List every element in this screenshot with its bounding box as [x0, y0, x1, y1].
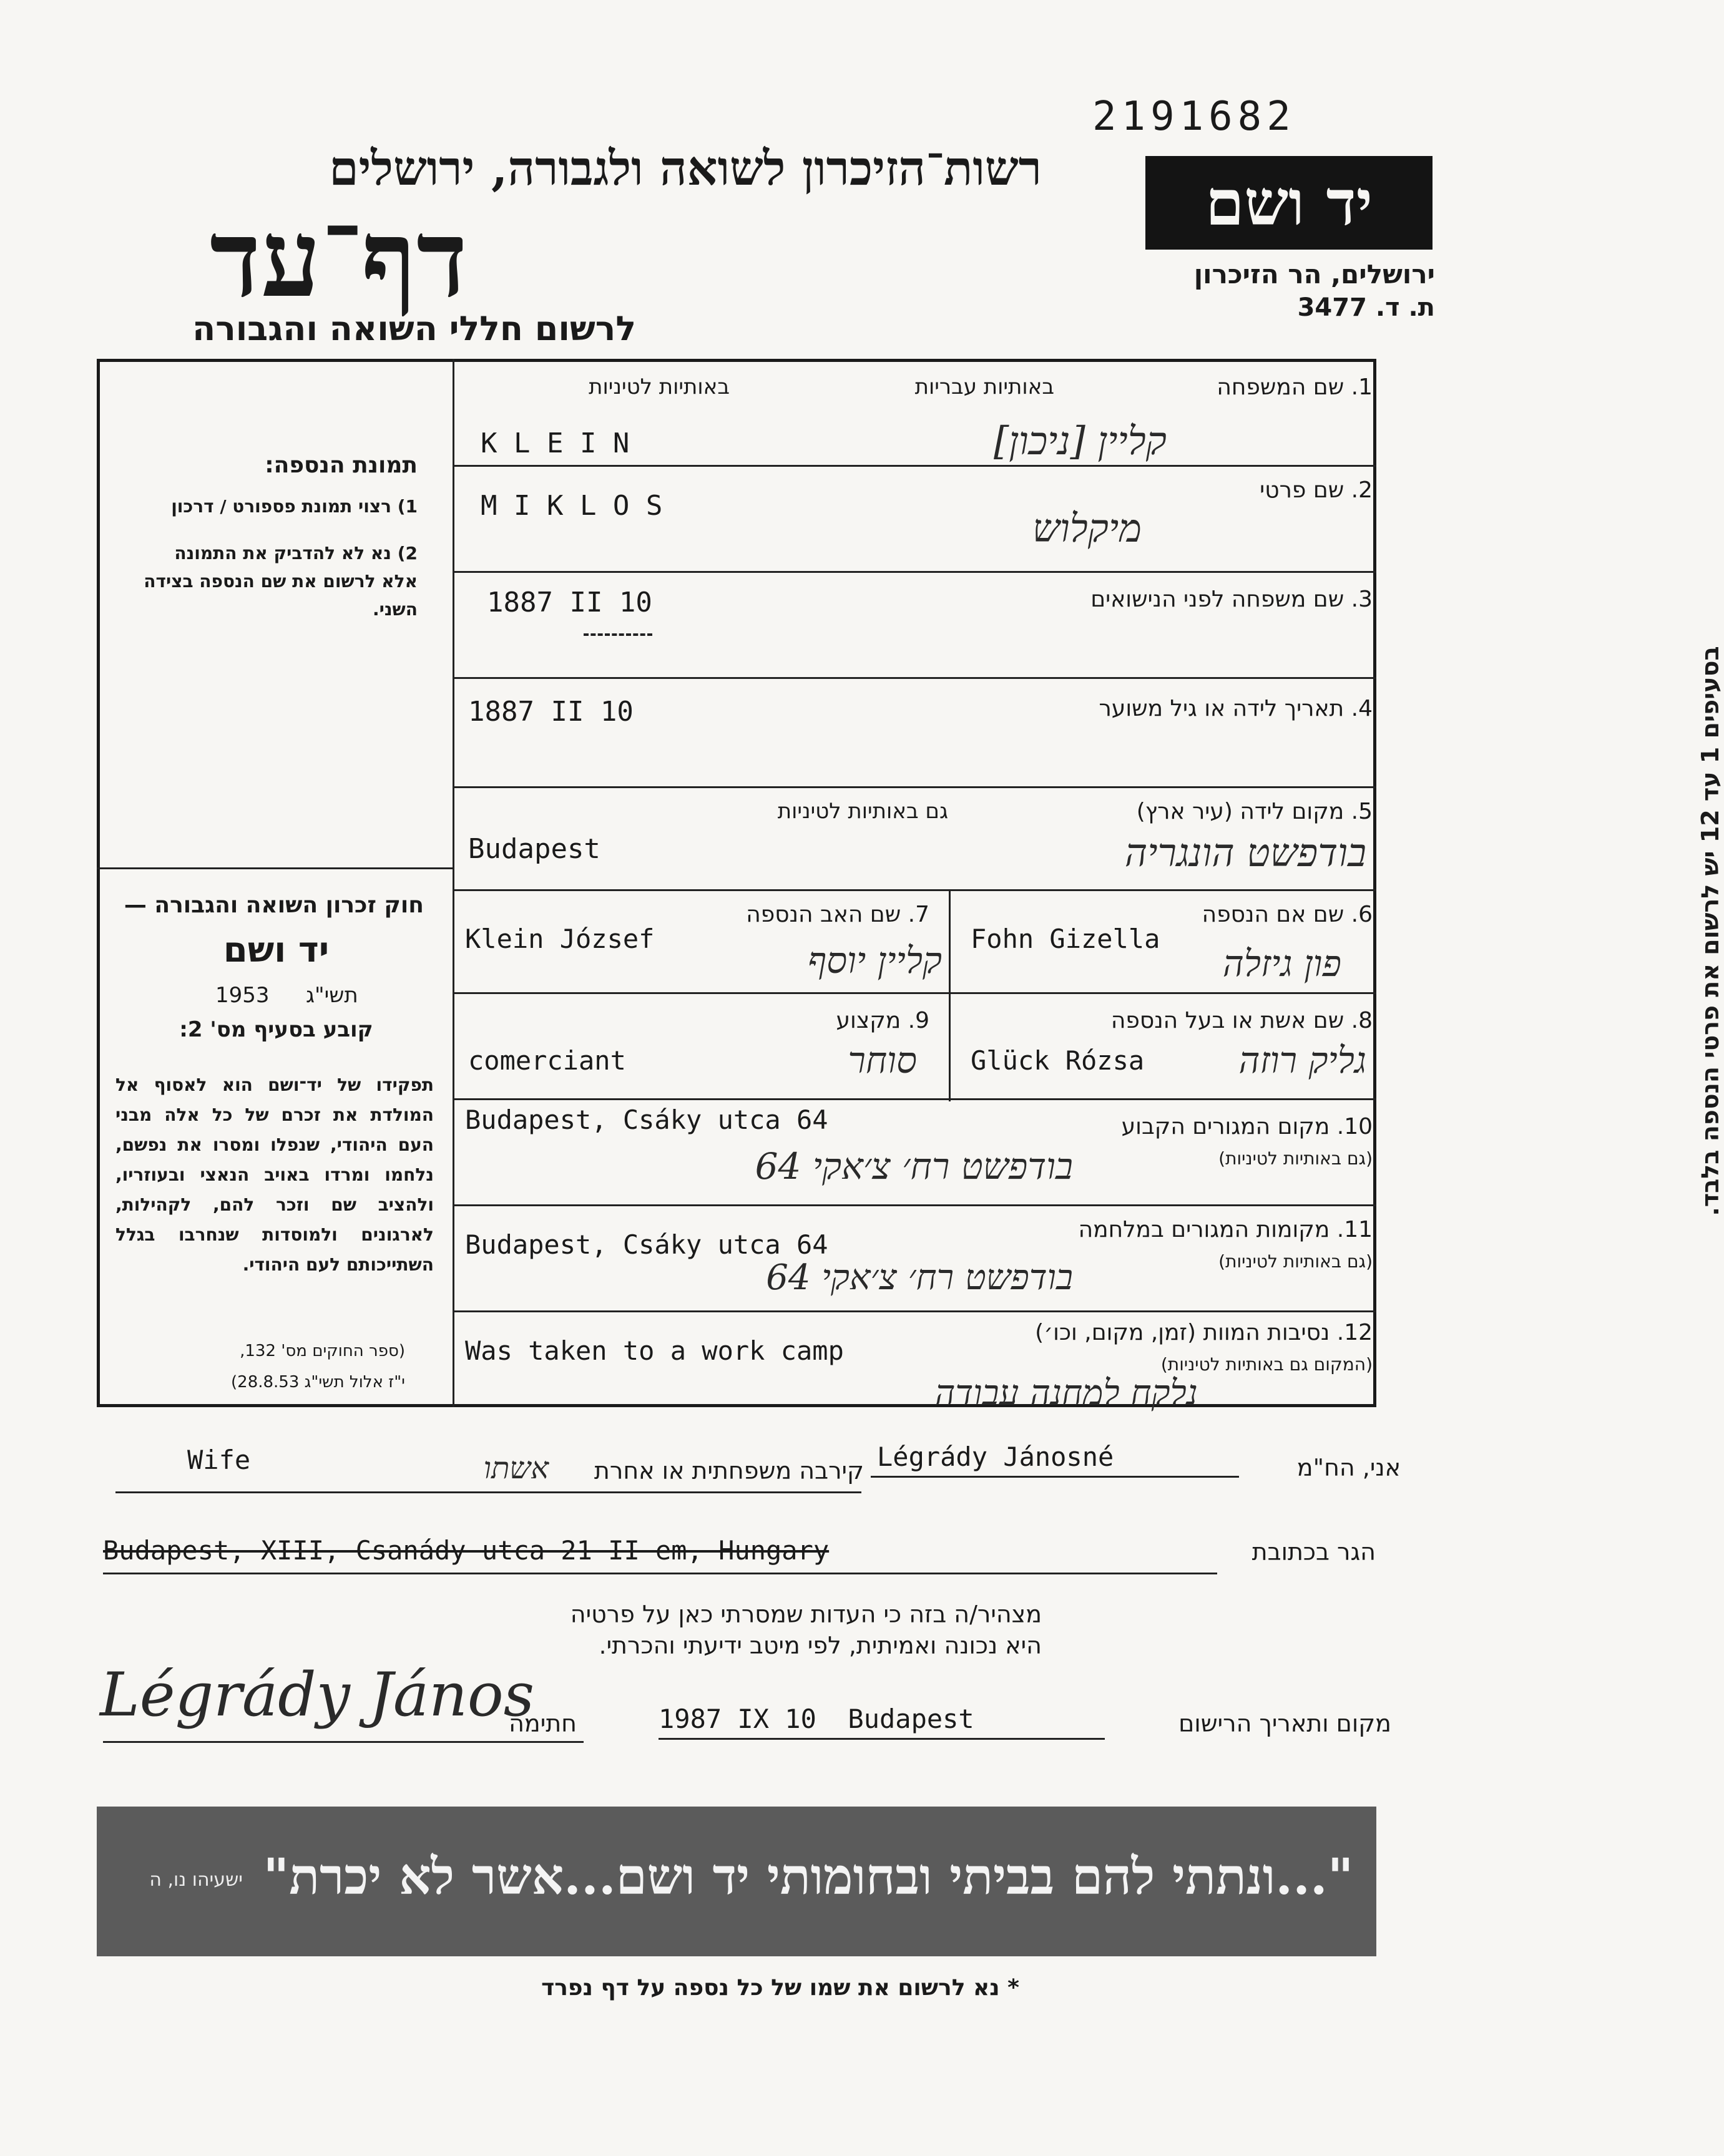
- row-divider: [454, 1204, 1376, 1206]
- field-12-label: 12. נסיבות המוות (זמן, מקום, וכו׳): [1035, 1320, 1373, 1345]
- first-name-latin: M I K L O S: [481, 490, 663, 522]
- wartime-residence-hebrew: בודפשט רח׳ צ׳אקי 64: [766, 1257, 1073, 1298]
- field-3-label: 3. שם משפחה לפני הנישואים: [1090, 587, 1373, 612]
- mother-name-value: Fohn Gizella: [971, 924, 1160, 954]
- field-5-latin-header: גם באותיות לטיניות: [777, 799, 948, 824]
- field-6-label: 6. שם אם הנספה: [1202, 902, 1373, 927]
- address-line-2: ת. ד. 3477: [1297, 293, 1435, 322]
- profession-hebrew: סוחר: [848, 1039, 917, 1081]
- serial-number: 2191682: [1092, 94, 1296, 140]
- row-divider: [454, 992, 1376, 994]
- left-panel-section-divider: [97, 867, 454, 869]
- death-circumstances-hebrew: נלקח למחנה עבודה: [934, 1373, 1198, 1413]
- statement-line-2: היא נכונה ואמיתית, לפי מיטב ידיעתי והכרתי.: [599, 1632, 1042, 1659]
- left-panel-divider: [453, 359, 454, 1407]
- photo-note-2a: 2) נא לא להדביק את התמונה: [174, 543, 418, 563]
- father-name-hebrew: קליין יוסף: [808, 939, 942, 982]
- first-name-hebrew: מיקלוש: [1032, 505, 1142, 551]
- law-name: יד ושם: [223, 930, 330, 970]
- yad-vashem-logo: יד ושם: [1145, 156, 1433, 250]
- field-10-label: 10. מקום המגורים הקבוע: [1121, 1114, 1373, 1139]
- side-note: בסעיפים 1 עד 12 יש לרשום את פרטי הנספה בלבד.: [1697, 646, 1724, 1216]
- signature-underline: [103, 1741, 584, 1743]
- row-divider: [454, 677, 1376, 679]
- declarant-address: Budapest, XIII, Csanády utca 21 II em, Hungary: [103, 1535, 830, 1566]
- father-name-value: Klein József: [465, 924, 655, 954]
- signature-label: חתימה: [509, 1710, 577, 1737]
- birth-date-value: 1887 II 10: [468, 696, 634, 728]
- field-1-latin-header: באותיות לטיניות: [589, 374, 730, 399]
- relation-label: קירבה משפחתית או אחרת: [594, 1457, 864, 1485]
- row-divider: [454, 889, 1376, 891]
- declarant-label: אני, הח"מ: [1296, 1454, 1401, 1481]
- field-11-sublabel: (גם באותיות לטיניות): [1218, 1251, 1373, 1272]
- statement-line-1: מצהיר/ה בזה כי העדות שמסרתי כאן על פרטיה: [570, 1601, 1042, 1628]
- address-line-1: ירושלים, הר הזיכרון: [1193, 259, 1435, 290]
- family-name-latin: K L E I N: [481, 427, 630, 459]
- photo-note-2b: אלא לרשום את שם הנספה בצידה: [144, 571, 418, 592]
- form-title: דף־עד: [210, 197, 468, 321]
- law-clause: קובע בסעיף מס' 2:: [179, 1017, 373, 1042]
- relation-hebrew: אשתו: [483, 1451, 549, 1486]
- row-divider: [454, 571, 1376, 573]
- maiden-name-value: 1887 II 10: [487, 587, 652, 618]
- field-11-label: 11. מקומות המגורים במלחמה: [1078, 1217, 1373, 1242]
- birth-place-latin: Budapest: [468, 833, 600, 865]
- place-date-value: 1987 IX 10 Budapest: [659, 1704, 974, 1734]
- field-4-label: 4. תאריך לידה או גיל משוער: [1099, 696, 1373, 721]
- spouse-name-value: Glück Rózsa: [971, 1045, 1145, 1076]
- field-7-label: 7. שם האב הנספה: [746, 902, 929, 927]
- photo-note-2c: השני.: [372, 599, 418, 620]
- law-title: חוק זכרון השואה והגבורה —: [124, 892, 424, 918]
- field-10-sublabel: (גם באותיות לטיניות): [1218, 1148, 1373, 1169]
- relation-value: Wife: [187, 1445, 251, 1475]
- field-9-label: 9. מקצוע: [836, 1008, 929, 1033]
- banner-source: ישעיהו נו, ה: [149, 1869, 243, 1891]
- field-2-label: 2. שם פרטי: [1260, 477, 1373, 503]
- field-12-sublabel: (המקום גם באותיות לטיניות): [1160, 1354, 1373, 1375]
- address-label: הגר בכתובת: [1251, 1538, 1376, 1566]
- permanent-residence-hebrew: בודפשט רח׳ צ׳אקי 64: [755, 1145, 1073, 1188]
- field-1-label: 1. שם המשפחה: [1217, 374, 1373, 400]
- law-year: 1953: [215, 983, 270, 1008]
- column-divider: [949, 889, 951, 1101]
- maiden-name-underline: [584, 633, 652, 636]
- footer-note: * נא לרשום את שמו של כל נספה על דף נפרד: [541, 1975, 1019, 2001]
- banner-quote: "...ונתתי להם בביתי ובחומותי יד ושם...אשר לא יכרת": [263, 1847, 1354, 1906]
- wartime-residence-value: Budapest, Csáky utca 64: [465, 1229, 828, 1260]
- declarant-underline: [871, 1476, 1239, 1478]
- law-reference-2: י"ז אלול תשי"ג 28.8.53): [231, 1373, 405, 1392]
- law-reference-1: (ספר החוקים מס' 132,: [240, 1342, 405, 1360]
- field-8-label: 8. שם אשת או בעל הנספה: [1110, 1008, 1373, 1033]
- address-underline: [103, 1573, 1217, 1574]
- law-text: תפקידו של יד־ושם הוא לאסוף אל המולדת את זכרם של כל אלה מבני העם היהודי, שנפלו ומסרו את נפשם, נלחמו ומרדו באויב הנאצי ובעוזריו, ולהציב שם וזכר להם, לקהילות, לארגונים ולמוסדות שנחרבו בגלל השתייכותם לעם היהודי.: [115, 1075, 434, 1275]
- row-divider: [454, 465, 1376, 467]
- authority-title: רשות־הזיכרון לשואה ולגבורה, ירושלים: [329, 140, 1042, 196]
- field-1-hebrew-header: באותיות עבריות: [914, 374, 1054, 399]
- death-circumstances-value: Was taken to a work camp: [465, 1335, 844, 1366]
- field-5-label: 5. מקום לידה (עיר ארץ): [1136, 799, 1373, 824]
- family-name-hebrew: קליין [ניכון]: [994, 418, 1167, 464]
- signature: Légrády János: [100, 1660, 534, 1730]
- place-date-label: מקום ותאריך הרישום: [1178, 1710, 1391, 1737]
- declarant-name: Légrády Jánosné: [877, 1441, 1114, 1472]
- photo-title: תמונת הנספה:: [265, 452, 418, 478]
- row-divider: [454, 786, 1376, 788]
- spouse-name-hebrew: גליק רוזה: [1238, 1039, 1366, 1081]
- permanent-residence-value: Budapest, Csáky utca 64: [465, 1105, 828, 1135]
- profession-value: comerciant: [468, 1045, 626, 1076]
- birth-place-hebrew: בודפשט הונגריה: [1124, 830, 1366, 876]
- row-divider: [454, 1310, 1376, 1312]
- law-year-hebrew: תשי"ג: [306, 983, 358, 1008]
- form-subtitle: לרשום חללי השואה והגבורה: [192, 309, 636, 348]
- relation-underline: [115, 1491, 861, 1493]
- row-divider: [454, 1098, 1376, 1100]
- mother-name-hebrew: פון גיזלה: [1222, 942, 1341, 985]
- photo-note-1: 1) רצוי תמונת פספורט / דרכון: [171, 496, 418, 517]
- place-date-underline: [659, 1738, 1105, 1740]
